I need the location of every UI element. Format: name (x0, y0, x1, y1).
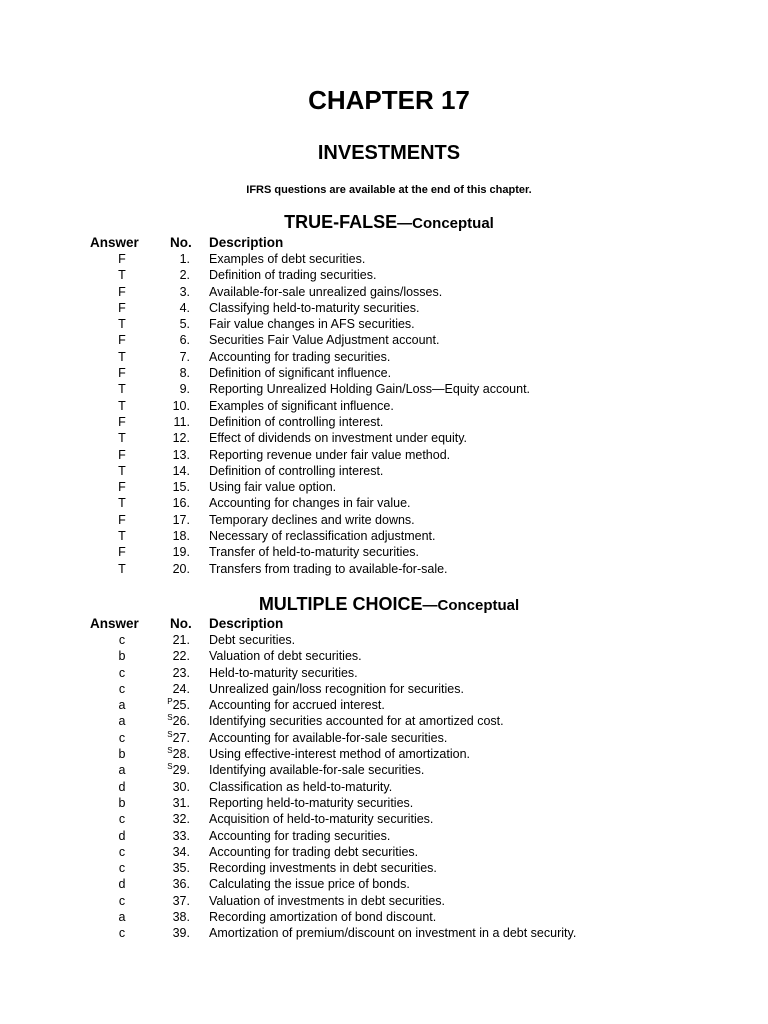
answer-cell: T (118, 398, 126, 413)
question-number: 19. (172, 545, 190, 560)
answer-cell: c (118, 812, 126, 827)
table-row (0, 528, 768, 544)
number-cell (150, 316, 190, 332)
description-cell: Reporting revenue under fair value method. (209, 447, 451, 462)
description-cell: Securities Fair Value Adjustment account. (209, 333, 440, 348)
answer-cell: T (118, 349, 126, 364)
number-cell (150, 381, 190, 397)
chapter-number: CHAPTER 17 (308, 85, 470, 115)
answer-cell: b (118, 747, 126, 762)
table-row (0, 495, 768, 511)
question-number: 18. (172, 529, 190, 544)
description-cell: Accounting for trading securities. (209, 349, 391, 364)
answer-cell: c (118, 681, 126, 696)
number-cell (150, 463, 190, 479)
number-cell (150, 925, 190, 941)
description-cell: Examples of significant influence. (209, 398, 394, 413)
answer-cell: T (118, 529, 126, 544)
answer-column-header: Answer (90, 235, 139, 250)
true-false-heading-sub: —Conceptual (397, 215, 494, 232)
number-cell (150, 828, 190, 844)
question-number: 11. (173, 414, 190, 429)
table-row (0, 730, 768, 746)
description-cell: Transfers from trading to available-for-sale. (209, 561, 448, 576)
number-cell (150, 795, 190, 811)
answer-cell: F (118, 284, 126, 299)
answer-cell: T (118, 431, 126, 446)
number-cell (150, 860, 190, 876)
table-row (0, 795, 768, 811)
number-cell (150, 713, 190, 729)
description-cell: Held-to-maturity securities. (209, 665, 358, 680)
answer-cell: T (118, 463, 126, 478)
number-cell (150, 779, 190, 795)
question-number: 6. (179, 333, 190, 348)
answer-cell: d (118, 828, 126, 843)
answer-cell: F (118, 333, 126, 348)
answer-cell: F (118, 512, 126, 527)
description-cell: Recording amortization of bond discount. (209, 910, 437, 925)
question-number: 29. (172, 763, 190, 778)
chapter-title: INVESTMENTS (317, 142, 461, 164)
answer-column-header: Answer (90, 616, 139, 631)
number-cell (150, 544, 190, 560)
answer-cell: a (118, 763, 126, 778)
question-number: 1. (179, 252, 190, 266)
description-cell: Reporting Unrealized Holding Gain/Loss—Equity account. (209, 382, 531, 397)
table-row (0, 665, 768, 681)
question-number: 15. (172, 480, 190, 495)
table-row (0, 909, 768, 925)
question-number: 21. (172, 633, 190, 647)
question-number: 22. (172, 649, 190, 664)
question-mark-superscript: S (167, 762, 173, 772)
answer-cell: c (118, 633, 126, 647)
description-cell: Definition of controlling interest. (209, 463, 384, 478)
description-cell: Temporary declines and write downs. (209, 512, 415, 527)
number-cell (150, 365, 190, 381)
table-row (0, 284, 768, 300)
question-number: 32. (172, 812, 190, 827)
answer-cell: F (118, 252, 126, 266)
question-number: 30. (172, 779, 190, 794)
answer-cell: d (118, 779, 126, 794)
description-cell: Identifying available-for-sale securities. (209, 763, 425, 778)
question-number: 12. (172, 431, 190, 446)
question-number: 9. (179, 382, 190, 397)
question-number: 20. (172, 561, 190, 576)
number-cell (150, 648, 190, 664)
table-row (0, 811, 768, 827)
answer-cell: c (118, 861, 126, 876)
question-number: 14. (172, 463, 190, 478)
description-cell: Definition of significant influence. (209, 366, 392, 381)
number-cell (150, 495, 190, 511)
table-row (0, 300, 768, 316)
question-number: 33. (172, 828, 190, 843)
table-row (0, 762, 768, 778)
number-cell (150, 730, 190, 746)
table-row (0, 860, 768, 876)
answer-cell: a (118, 910, 126, 925)
number-cell (150, 697, 190, 713)
table-row (0, 349, 768, 365)
description-column-header: Description (209, 235, 284, 250)
question-number: 17. (172, 512, 190, 527)
description-cell: Valuation of investments in debt securities. (209, 893, 446, 908)
description-cell: Necessary of reclassification adjustment. (209, 529, 436, 544)
multiple-choice-table (0, 615, 768, 942)
true-false-heading-main: TRUE-FALSE (284, 212, 398, 232)
table-row (0, 713, 768, 729)
number-cell (150, 447, 190, 463)
question-number: 34. (172, 844, 190, 859)
question-number: 39. (172, 926, 190, 941)
question-number: 13. (172, 447, 190, 462)
description-cell: Classifying held-to-maturity securities. (209, 300, 420, 315)
number-cell (150, 632, 190, 648)
multiple-choice-heading-sub: —Conceptual (422, 597, 520, 614)
description-cell: Definition of trading securities. (209, 268, 377, 283)
table-row (0, 544, 768, 560)
answer-cell: d (118, 877, 126, 892)
description-cell: Calculating the issue price of bonds. (209, 877, 410, 892)
description-cell: Valuation of debt securities. (209, 649, 362, 664)
answer-cell: T (118, 317, 126, 332)
answer-cell: c (118, 926, 126, 941)
description-cell: Accounting for available-for-sale securities. (209, 730, 448, 745)
table-row (0, 381, 768, 397)
table-row (0, 316, 768, 332)
number-cell (150, 811, 190, 827)
description-cell: Effect of dividends on investment under equity. (209, 431, 468, 446)
question-number: 3. (179, 284, 190, 299)
number-cell (150, 300, 190, 316)
question-number: 23. (172, 665, 190, 680)
answer-cell: c (118, 844, 126, 859)
table-row (0, 697, 768, 713)
number-cell (150, 479, 190, 495)
question-number: 5. (179, 317, 190, 332)
description-cell: Accounting for changes in fair value. (209, 496, 411, 511)
number-cell (150, 561, 190, 577)
question-number: 26. (172, 714, 190, 729)
question-number: 37. (172, 893, 190, 908)
question-mark-superscript: S (167, 713, 173, 723)
description-cell: Examples of debt securities. (209, 252, 366, 266)
description-cell: Identifying securities accounted for at amortized cost. (209, 714, 504, 729)
answer-cell: a (118, 698, 126, 713)
answer-cell: F (118, 447, 126, 462)
answer-cell: a (118, 714, 126, 729)
description-cell: Using effective-interest method of amortization. (209, 747, 471, 762)
description-cell: Classification as held-to-maturity. (209, 779, 393, 794)
table-row (0, 561, 768, 577)
description-cell: Amortization of premium/discount on investment in a debt security. (209, 926, 577, 941)
number-cell (150, 414, 190, 430)
number-cell (150, 893, 190, 909)
answer-cell: c (118, 665, 126, 680)
description-cell: Accounting for trading securities. (209, 828, 391, 843)
number-cell (150, 528, 190, 544)
table-row (0, 251, 768, 267)
question-number: 10. (172, 398, 190, 413)
description-cell: Fair value changes in AFS securities. (209, 317, 415, 332)
number-cell (150, 876, 190, 892)
question-mark-superscript: P (167, 697, 173, 707)
answer-cell: F (118, 480, 126, 495)
question-mark-superscript: S (167, 746, 173, 756)
answer-cell: F (118, 300, 126, 315)
table-header (0, 234, 768, 251)
question-number: 25. (172, 698, 190, 713)
number-cell (150, 681, 190, 697)
table-row (0, 925, 768, 941)
number-cell (150, 746, 190, 762)
question-number: 28. (172, 747, 190, 762)
answer-cell: b (118, 649, 126, 664)
question-number: 38. (172, 910, 190, 925)
number-cell (150, 349, 190, 365)
number-cell (150, 909, 190, 925)
question-number: 2. (179, 268, 190, 283)
table-row (0, 893, 768, 909)
description-cell: Transfer of held-to-maturity securities. (209, 545, 420, 560)
question-number: 4. (179, 300, 190, 315)
question-number: 31. (172, 795, 190, 810)
answer-cell: T (118, 268, 126, 283)
number-cell (150, 512, 190, 528)
description-cell: Accounting for accrued interest. (209, 698, 385, 713)
table-row (0, 414, 768, 430)
number-cell (150, 762, 190, 778)
description-column-header: Description (209, 616, 284, 631)
multiple-choice-heading (0, 593, 768, 617)
number-column-header: No. (170, 235, 192, 250)
table-row (0, 681, 768, 697)
table-row (0, 876, 768, 892)
number-cell (150, 398, 190, 414)
number-cell (150, 332, 190, 348)
number-cell (150, 665, 190, 681)
true-false-heading (0, 211, 768, 235)
description-cell: Reporting held-to-maturity securities. (209, 795, 414, 810)
description-cell: Accounting for trading debt securities. (209, 844, 419, 859)
true-false-rows (0, 251, 768, 577)
table-row (0, 632, 768, 648)
description-cell: Unrealized gain/loss recognition for securities. (209, 681, 464, 696)
answer-cell: T (118, 496, 126, 511)
number-cell (150, 430, 190, 446)
question-number: 27. (172, 730, 190, 745)
question-number: 24. (172, 681, 190, 696)
description-cell: Recording investments in debt securities. (209, 861, 437, 876)
question-number: 35. (172, 861, 190, 876)
ifrs-note: IFRS questions are available at the end of this chapter. (246, 184, 532, 196)
answer-cell: T (118, 382, 126, 397)
description-cell: Debt securities. (209, 633, 296, 647)
answer-cell: F (118, 414, 126, 429)
table-row (0, 512, 768, 528)
table-row (0, 332, 768, 348)
table-row (0, 463, 768, 479)
table-row (0, 398, 768, 414)
answer-cell: T (118, 561, 126, 576)
answer-cell: b (118, 795, 126, 810)
question-number: 16. (172, 496, 190, 511)
number-cell (150, 267, 190, 283)
table-row (0, 479, 768, 495)
question-mark-superscript: S (167, 729, 173, 739)
number-column-header: No. (170, 616, 192, 631)
table-row (0, 746, 768, 762)
table-row (0, 267, 768, 283)
answer-cell: c (118, 893, 126, 908)
true-false-table (0, 234, 768, 577)
question-number: 8. (179, 366, 190, 381)
answer-cell: F (118, 545, 126, 560)
multiple-choice-rows (0, 632, 768, 942)
number-cell (150, 844, 190, 860)
description-cell: Available-for-sale unrealized gains/losses. (209, 284, 443, 299)
description-cell: Acquisition of held-to-maturity securities. (209, 812, 434, 827)
question-number: 7. (179, 349, 190, 364)
question-number: 36. (172, 877, 190, 892)
table-row (0, 648, 768, 664)
multiple-choice-heading-main: MULTIPLE CHOICE (258, 594, 423, 614)
table-row (0, 430, 768, 446)
answer-cell: F (118, 366, 126, 381)
table-header (0, 615, 768, 632)
answer-cell: c (118, 730, 126, 745)
description-cell: Using fair value option. (209, 480, 337, 495)
number-cell (150, 251, 190, 267)
table-row (0, 779, 768, 795)
table-row (0, 365, 768, 381)
table-row (0, 828, 768, 844)
table-row (0, 447, 768, 463)
description-cell: Definition of controlling interest. (209, 414, 384, 429)
number-cell (150, 284, 190, 300)
table-row (0, 844, 768, 860)
